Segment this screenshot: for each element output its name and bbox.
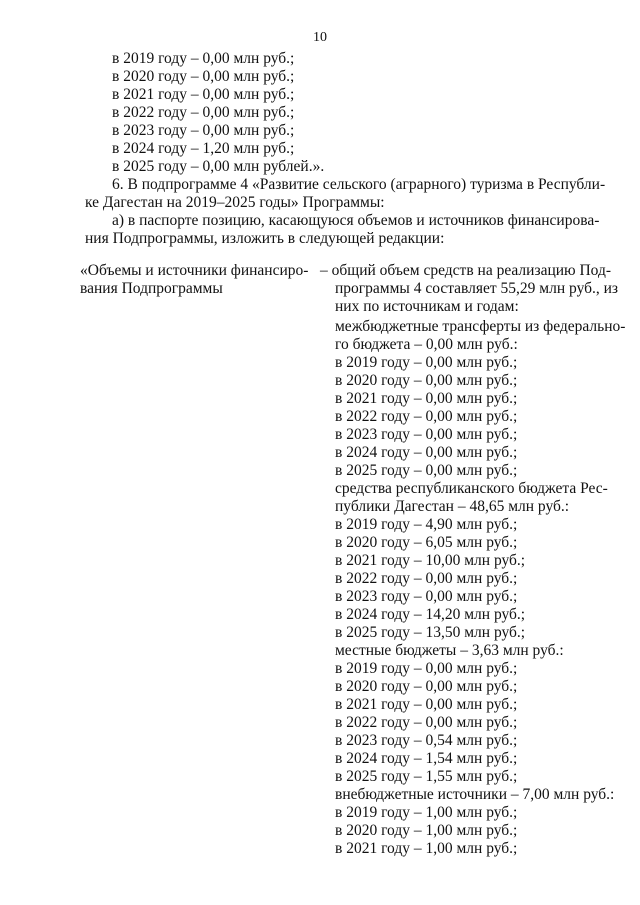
cell-line: «Объемы и источники финансиро- (80, 262, 309, 279)
cell-line: средства республиканского бюджета Рес- (335, 480, 608, 497)
cell-line: вания Подпрограммы (80, 280, 223, 297)
cell-line: них по источникам и годам: (335, 298, 519, 315)
cell-line: в 2021 году – 10,00 млн руб.; (335, 552, 526, 569)
cell-line: публики Дагестан – 48,65 млн руб.: (335, 498, 570, 515)
list-item: в 2022 году – 0,00 млн руб.; (112, 104, 295, 121)
cell-line: – общий объем средств на реализацию Под- (320, 262, 612, 279)
cell-line: в 2024 году – 14,20 млн руб.; (335, 606, 526, 623)
cell-line: внебюджетные источники – 7,00 млн руб.: (335, 786, 615, 803)
list-item: в 2020 году – 0,00 млн руб.; (112, 68, 295, 85)
list-item: в 2021 году – 0,00 млн руб.; (112, 86, 295, 103)
cell-line: в 2024 году – 1,54 млн руб.; (335, 750, 518, 767)
paragraph-line: ния Подпрограммы, изложить в следующей редакции: (85, 230, 445, 247)
cell-line: в 2022 году – 0,00 млн руб.; (335, 714, 518, 731)
cell-line: в 2021 году – 0,00 млн руб.; (335, 696, 518, 713)
list-item: в 2023 году – 0,00 млн руб.; (112, 122, 295, 139)
cell-line: в 2023 году – 0,00 млн руб.; (335, 426, 518, 443)
cell-line: в 2020 году – 0,00 млн руб.; (335, 372, 518, 389)
cell-line: в 2024 году – 0,00 млн руб.; (335, 444, 518, 461)
cell-line: в 2021 году – 0,00 млн руб.; (335, 390, 518, 407)
cell-line: в 2019 году – 0,00 млн руб.; (335, 354, 518, 371)
cell-line: го бюджета – 0,00 млн руб.: (335, 336, 518, 353)
paragraph-line: ке Дагестан на 2019–2025 годы» Программы: (85, 194, 385, 211)
cell-line: в 2019 году – 4,90 млн руб.; (335, 516, 518, 533)
cell-line: в 2022 году – 0,00 млн руб.; (335, 408, 518, 425)
cell-line: в 2019 году – 1,00 млн руб.; (335, 804, 518, 821)
cell-line: в 2025 году – 0,00 млн руб.; (335, 462, 518, 479)
cell-line: в 2025 году – 13,50 млн руб.; (335, 624, 526, 641)
table-left-cell (80, 262, 320, 298)
cell-line: в 2023 году – 0,54 млн руб.; (335, 732, 518, 749)
cell-line: в 2025 году – 1,55 млн руб.; (335, 768, 518, 785)
paragraph-line: 6. В подпрограмме 4 «Развитие сельского (аграрного) туризма в Республи- (112, 176, 606, 193)
cell-line: в 2022 году – 0,00 млн руб.; (335, 570, 518, 587)
cell-line: программы 4 составляет 55,29 млн руб., из (335, 280, 619, 297)
cell-line: межбюджетные трансферты из федерально- (335, 318, 626, 335)
paragraph-line: а) в паспорте позицию, касающуюся объемов и источников финансирова- (112, 212, 600, 229)
cell-line: в 2023 году – 0,00 млн руб.; (335, 588, 518, 605)
cell-line: в 2021 году – 1,00 млн руб.; (335, 840, 518, 857)
page-number: 10 (313, 30, 327, 45)
list-item: в 2025 году – 0,00 млн рублей.». (112, 158, 325, 175)
list-item: в 2024 году – 1,20 млн руб.; (112, 140, 295, 157)
list-item: в 2019 году – 0,00 млн руб.; (112, 50, 295, 67)
cell-line: в 2019 году – 0,00 млн руб.; (335, 660, 518, 677)
cell-line: местные бюджеты – 3,63 млн руб.: (335, 642, 564, 659)
cell-line: в 2020 году – 6,05 млн руб.; (335, 534, 518, 551)
cell-line: в 2020 году – 0,00 млн руб.; (335, 678, 518, 695)
cell-line: в 2020 году – 1,00 млн руб.; (335, 822, 518, 839)
